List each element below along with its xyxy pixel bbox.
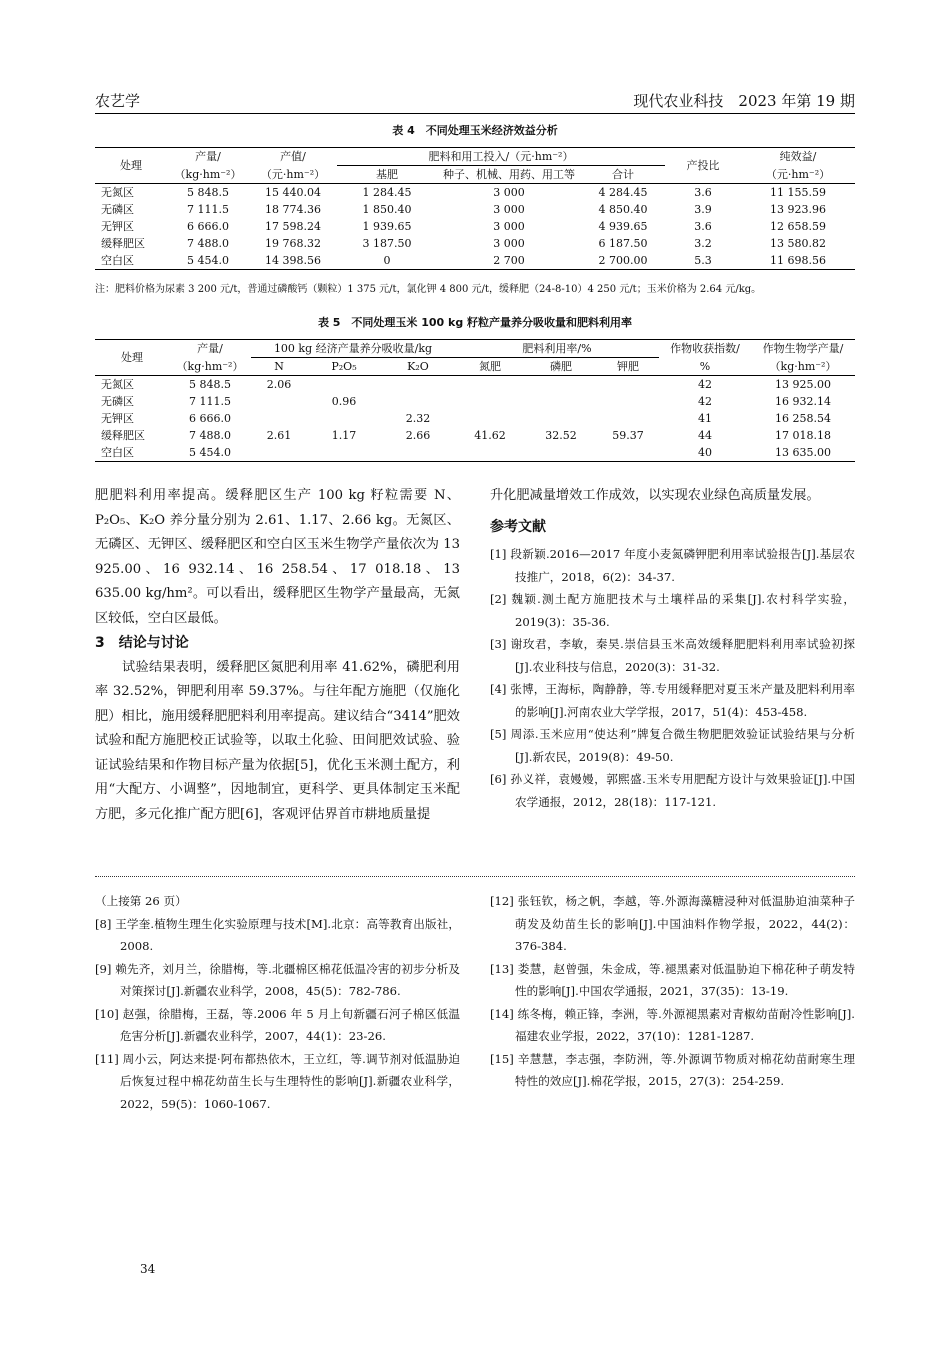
th-ratio: 产投比 (665, 148, 741, 184)
table-cell: 5 454.0 (169, 444, 251, 462)
table-cell (307, 376, 381, 394)
table-cell: 无氮区 (101, 378, 134, 391)
paragraph-2: 试验结果表明，缓释肥区氮肥利用率 41.62%，磷肥利用率 32.52%，钾肥利用率 59.37%。与往年配方施肥（仅施化肥）相比，施用缓释肥肥料利用率提高。建议结合“3414”肥效试验和配方施肥校正试验等，以取土化验、田间肥效试验、验证试验结果和作物目标产量为依据[5]，优化玉米测土配方，利用“大配方、小调整”，因地制宜，更科学、更具体制定玉米配方肥，多元化推广配方肥[6]，客观评估界首市耕地质量提 (95, 659, 460, 822)
th5-harvest-index: 作物收获指数/ (670, 342, 740, 356)
table-cell: 4 284.45 (598, 186, 648, 199)
table-cell: 3 000 (493, 203, 525, 216)
table-cell: 1.17 (331, 429, 357, 442)
table-cell: 11 155.59 (770, 186, 826, 199)
table-cell: 缓释肥区 (101, 429, 145, 442)
table-cell: 0 (337, 252, 437, 270)
table-cell: 2 700.00 (581, 252, 665, 270)
page-number: 34 (140, 1262, 156, 1276)
table-cell (525, 393, 597, 410)
th-base: 基肥 (337, 166, 437, 184)
table-cell (307, 444, 381, 462)
table-cell: 44 (698, 429, 712, 442)
table-cell (455, 410, 525, 427)
th-net: 纯效益/ (779, 150, 817, 164)
table-cell (525, 444, 597, 462)
reference-item: [1] 段新颖.2016—2017 年度小麦氮磷钾肥利用率试验报告[J].基层农技推广，2018，6(2)：34-37. (490, 547, 855, 584)
table5-caption: 表 5 不同处理玉米 100 kg 籽粒产量养分吸收量和肥料利用率 (317, 316, 633, 329)
table-cell: 1 939.65 (362, 220, 412, 233)
table-cell (597, 393, 659, 410)
table-cell: 42 (698, 395, 712, 408)
table-cell (525, 376, 597, 394)
table-row (95, 427, 855, 444)
table-cell: 32.52 (545, 429, 577, 442)
references-list (490, 543, 855, 813)
table-cell: 3.2 (694, 237, 712, 250)
table-cell: 2.61 (266, 429, 292, 442)
table4-note: 注：肥料价格为尿素 3 200 元/t，普通过磷酸钙（颗粒）1 375 元/t，氯化钾 4 800 元/t，缓释肥（24-8-10）4 250 元/t；玉米价格为 2.64 元/kg。 (95, 284, 762, 295)
reference-item: [13] 娄慧，赵曾强，朱金成，等.褪黑素对低温胁迫下棉花种子萌发特性的影响[J].中国农学通报，2021，37(35)：13-19. (490, 961, 855, 998)
table-cell: 5 848.5 (187, 186, 229, 199)
th-net-unit: （元·hm⁻²） (741, 166, 855, 184)
table-cell: 7 111.5 (187, 203, 229, 216)
th-value: 产值/ (280, 150, 306, 164)
header-rule (95, 113, 855, 114)
th5-kf: 钾肥 (597, 358, 659, 376)
table-cell (597, 444, 659, 462)
table-cell (381, 444, 455, 462)
th-total: 合计 (581, 166, 665, 184)
continued-left-column (95, 890, 460, 1115)
table-cell: 无磷区 (101, 395, 134, 408)
continued-right-column (490, 890, 855, 1093)
table-cell (307, 410, 381, 427)
table-cell: 14 398.56 (249, 252, 337, 270)
table-cell: 12 658.59 (770, 220, 826, 233)
reference-item: [5] 周添.玉米应用“使达利”牌复合微生物肥肥效验证试验结果与分析[J].新农民，2019(8)：49-50. (490, 727, 855, 764)
table-row (95, 376, 855, 394)
section-3-heading: 3 结论与讨论 (95, 635, 189, 651)
table-cell: 2.66 (405, 429, 431, 442)
reference-item: [2] 魏颖.测土配方施肥技术与土壤样品的采集[J].农村科学实验，2019(3)：35-36. (490, 592, 855, 629)
table-cell: 7 488.0 (189, 429, 231, 442)
reference-item: [14] 练冬梅，赖正锋，李洲，等.外源褪黑素对青椒幼苗耐冷性影响[J].福建农业学报，2022，37(10)：1281-1287. (490, 1006, 855, 1043)
th-yield-unit: （kg·hm⁻²） (167, 166, 249, 184)
table4-caption: 表 4 不同处理玉米经济效益分析 (392, 124, 558, 137)
table-cell: 6 666.0 (187, 220, 229, 233)
reference-item: [4] 张博，王海标，陶静静，等.专用缓释肥对夏玉米产量及肥料利用率的影响[J].河南农业大学学报，2017，51(4)：453-458. (490, 682, 855, 719)
table-cell: 2.32 (405, 412, 431, 425)
table-cell: 缓释肥区 (101, 237, 145, 250)
table-cell (455, 393, 525, 410)
reference-item: [6] 孙义祥，袁嫚嫚，郭熙盛.玉米专用肥配方设计与效果验证[J].中国农学通报，2012，28(18)：117-121. (490, 772, 855, 809)
th5-yield: 产量/ (197, 342, 223, 356)
table5 (95, 339, 855, 462)
reference-item: [9] 赖先齐，刘月兰，徐腊梅，等.北疆棉区棉花低温冷害的初步分析及对策探讨[J].新疆农业科学，2008，45(5)：782-786. (95, 961, 460, 998)
reference-item: [15] 辛慧慧，李志强，李防洲，等.外源调节物质对棉花幼苗耐寒生理特性的效应[J].棉花学报，2015，27(3)：254-259. (490, 1051, 855, 1088)
th5-n: N (251, 358, 307, 376)
table-cell: 2.06 (266, 378, 292, 391)
table-cell: 41 (698, 412, 712, 425)
th5-bio-unit: （kg·hm⁻²） (751, 358, 855, 376)
table-cell (251, 410, 307, 427)
th5-use: 肥料利用率/% (455, 340, 659, 358)
table-cell: 40 (659, 444, 751, 462)
table-cell: 5 454.0 (167, 252, 249, 270)
table-cell: 59.37 (612, 429, 644, 442)
th5-hi-unit: % (659, 358, 751, 376)
body-left-column (95, 484, 460, 827)
reference-item: [11] 周小云，阿达来提·阿布都热依木，王立红，等.调节剂对低温胁迫后恢复过程中棉花幼苗生长与生理特性的影响[J].新疆农业科学，2022，59(5)：1060-1067. (95, 1051, 460, 1111)
th5-absorb: 100 kg 经济产量养分吸收量/kg (251, 340, 455, 358)
references-heading: 参考文献 (490, 518, 546, 535)
paragraph-3: 升化肥减量增效工作成效，以实现农业绿色高质量发展。 (490, 488, 820, 503)
table-cell: 41.62 (474, 429, 506, 442)
table-cell: 3 000 (493, 237, 525, 250)
table-cell: 42 (698, 378, 712, 391)
table-cell: 3.9 (694, 203, 712, 216)
table-row (95, 184, 855, 202)
table-cell: 11 698.56 (741, 252, 855, 270)
table-cell: 3 000 (493, 186, 525, 199)
reference-item: [3] 谢玫君，李敏，秦昊.崇信县玉米高效缓释肥肥料利用率试验初探[J].农业科技与信息，2020(3)：31-32. (490, 637, 855, 674)
reference-item: [12] 张钰钦，杨之帆，李越，等.外源海藻糖浸种对低温胁迫油菜种子萌发及幼苗生长的影响[J].中国油料作物学报，2022，44(2)：376-384. (490, 894, 855, 953)
table-row (95, 410, 855, 427)
table-cell: 无氮区 (101, 186, 134, 199)
table-cell: 15 440.04 (265, 186, 321, 199)
table-cell: 0.96 (331, 395, 357, 408)
table-cell: 17 018.18 (775, 429, 831, 442)
table-row (95, 393, 855, 410)
table-cell: 5.3 (665, 252, 741, 270)
table-cell: 空白区 (95, 252, 167, 270)
th5-nf: 氮肥 (455, 358, 525, 376)
table-cell: 13 580.82 (770, 237, 826, 250)
table-cell: 19 768.32 (265, 237, 321, 250)
table-cell: 无钾区 (101, 412, 134, 425)
th5-p: P₂O₅ (307, 358, 381, 376)
table-row (95, 444, 855, 462)
th5-bio-yield: 作物生物学产量/ (762, 342, 844, 356)
table-cell (455, 444, 525, 462)
reference-item: [10] 赵强，徐腊梅，王磊，等.2006 年 5 月上旬新疆石河子棉区低温危害分析[J].新疆农业科学，2007，44(1)：23-26. (95, 1006, 460, 1043)
table-row (95, 218, 855, 235)
table-cell: 16 932.14 (775, 395, 831, 408)
table-cell: 1 850.40 (362, 203, 412, 216)
th-value-unit: （元·hm⁻²） (249, 166, 337, 184)
table-cell: 1 284.45 (362, 186, 412, 199)
continued-title: （上接第 26 页） (95, 894, 187, 908)
th5-k: K₂O (381, 358, 455, 376)
continued-references-right (490, 890, 855, 1093)
table-cell (381, 376, 455, 394)
table-row (95, 252, 855, 270)
table-cell: 无磷区 (101, 203, 134, 216)
table-cell: 13 635.00 (751, 444, 855, 462)
table-cell: 3.6 (694, 220, 712, 233)
table-cell (251, 393, 307, 410)
table-cell: 2 700 (437, 252, 581, 270)
table-cell: 4 850.40 (598, 203, 648, 216)
table4 (95, 147, 855, 270)
table-cell (251, 444, 307, 462)
continued-references-left (95, 913, 460, 1116)
table-cell: 3.6 (694, 186, 712, 199)
th-input: 肥料和用工投入/（元·hm⁻²） (337, 148, 665, 166)
table-cell: 7 488.0 (187, 237, 229, 250)
journal-section: 农艺学 (95, 92, 141, 110)
table-cell: 无钾区 (101, 220, 134, 233)
th-yield: 产量/ (195, 150, 221, 164)
table-cell (381, 393, 455, 410)
table-cell: 6 666.0 (189, 412, 231, 425)
table-cell: 13 923.96 (770, 203, 826, 216)
table-cell: 4 939.65 (598, 220, 648, 233)
th5-pf: 磷肥 (525, 358, 597, 376)
th5-yield-unit: （kg·hm⁻²） (169, 358, 251, 376)
journal-issue: 现代农业科技 2023 年第 19 期 (633, 92, 855, 110)
th-other: 种子、机械、用药、用工等 (437, 166, 581, 184)
table-row (95, 201, 855, 218)
table-cell: 空白区 (95, 444, 169, 462)
table-cell: 3 000 (493, 220, 525, 233)
table-cell: 13 925.00 (775, 378, 831, 391)
table-cell: 5 848.5 (189, 378, 231, 391)
table-row (95, 235, 855, 252)
dotted-separator (95, 876, 855, 877)
th5-treatment: 处理 (95, 340, 169, 376)
table-cell: 7 111.5 (189, 395, 231, 408)
body-right-column (490, 484, 855, 813)
reference-item: [8] 王学奎.植物生理生化实验原理与技术[M].北京：高等教育出版社，2008. (95, 916, 460, 953)
table-cell: 18 774.36 (265, 203, 321, 216)
table-cell (597, 376, 659, 394)
paragraph-1: 肥肥料利用率提高。缓释肥区生产 100 kg 籽粒需要 N、P₂O₅、K₂O 养分量分别为 2.61、1.17、2.66 kg。无氮区、无磷区、无钾区、缓释肥区和空白区玉米生物学产量依次为 13 925.00、16 932.14、16 258.54、17 018.18、13 635.00 kg/hm²。可以看出，缓释肥区生物学产量最高，无氮区较低，空白区最低。 (95, 488, 460, 626)
table-cell: 6 187.50 (598, 237, 648, 250)
th-treatment: 处理 (95, 148, 167, 184)
table-cell: 17 598.24 (265, 220, 321, 233)
table-cell: 16 258.54 (775, 412, 831, 425)
table-cell (525, 410, 597, 427)
table-cell: 3 187.50 (362, 237, 412, 250)
table-cell (597, 410, 659, 427)
table-cell (455, 376, 525, 394)
